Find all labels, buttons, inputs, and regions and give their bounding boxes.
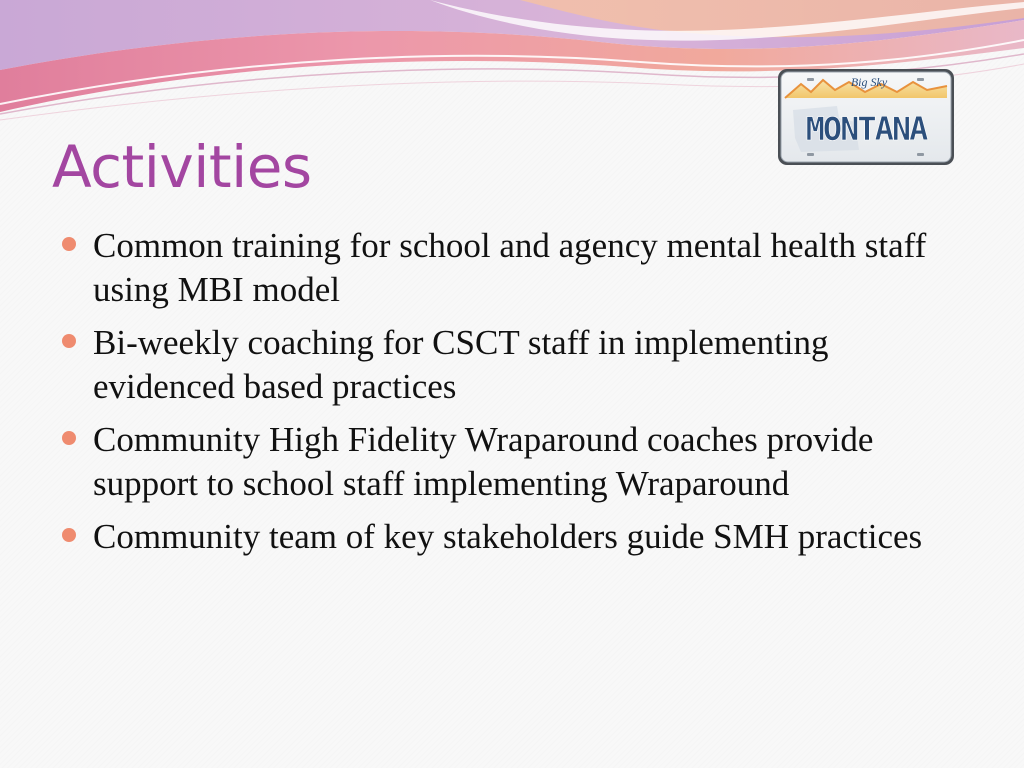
logo-state-name: MONTANA: [805, 110, 927, 148]
montana-license-plate-logo: [777, 68, 955, 166]
bullet-dot-icon: [62, 431, 76, 445]
bullet-item: [62, 224, 942, 312]
bullet-text: Bi-weekly coaching for CSCT staff in implementing evidenced based practices: [93, 323, 829, 406]
bullet-list: [62, 224, 942, 568]
slide-title: Activities: [52, 133, 312, 201]
bullet-text: Community High Fidelity Wraparound coaches provide support to school staff implementing Wraparound: [93, 420, 874, 503]
bullet-dot-icon: [62, 334, 76, 348]
bullet-dot-icon: [62, 528, 76, 542]
bullet-dot-icon: [62, 237, 76, 251]
logo-tagline: Big Sky: [850, 75, 888, 89]
bullet-item: [62, 321, 942, 409]
bullet-item: [62, 418, 942, 506]
bullet-item: [62, 515, 942, 559]
bullet-text: Common training for school and agency mental health staff using MBI model: [93, 226, 927, 309]
bullet-text: Community team of key stakeholders guide SMH practices: [93, 517, 923, 556]
